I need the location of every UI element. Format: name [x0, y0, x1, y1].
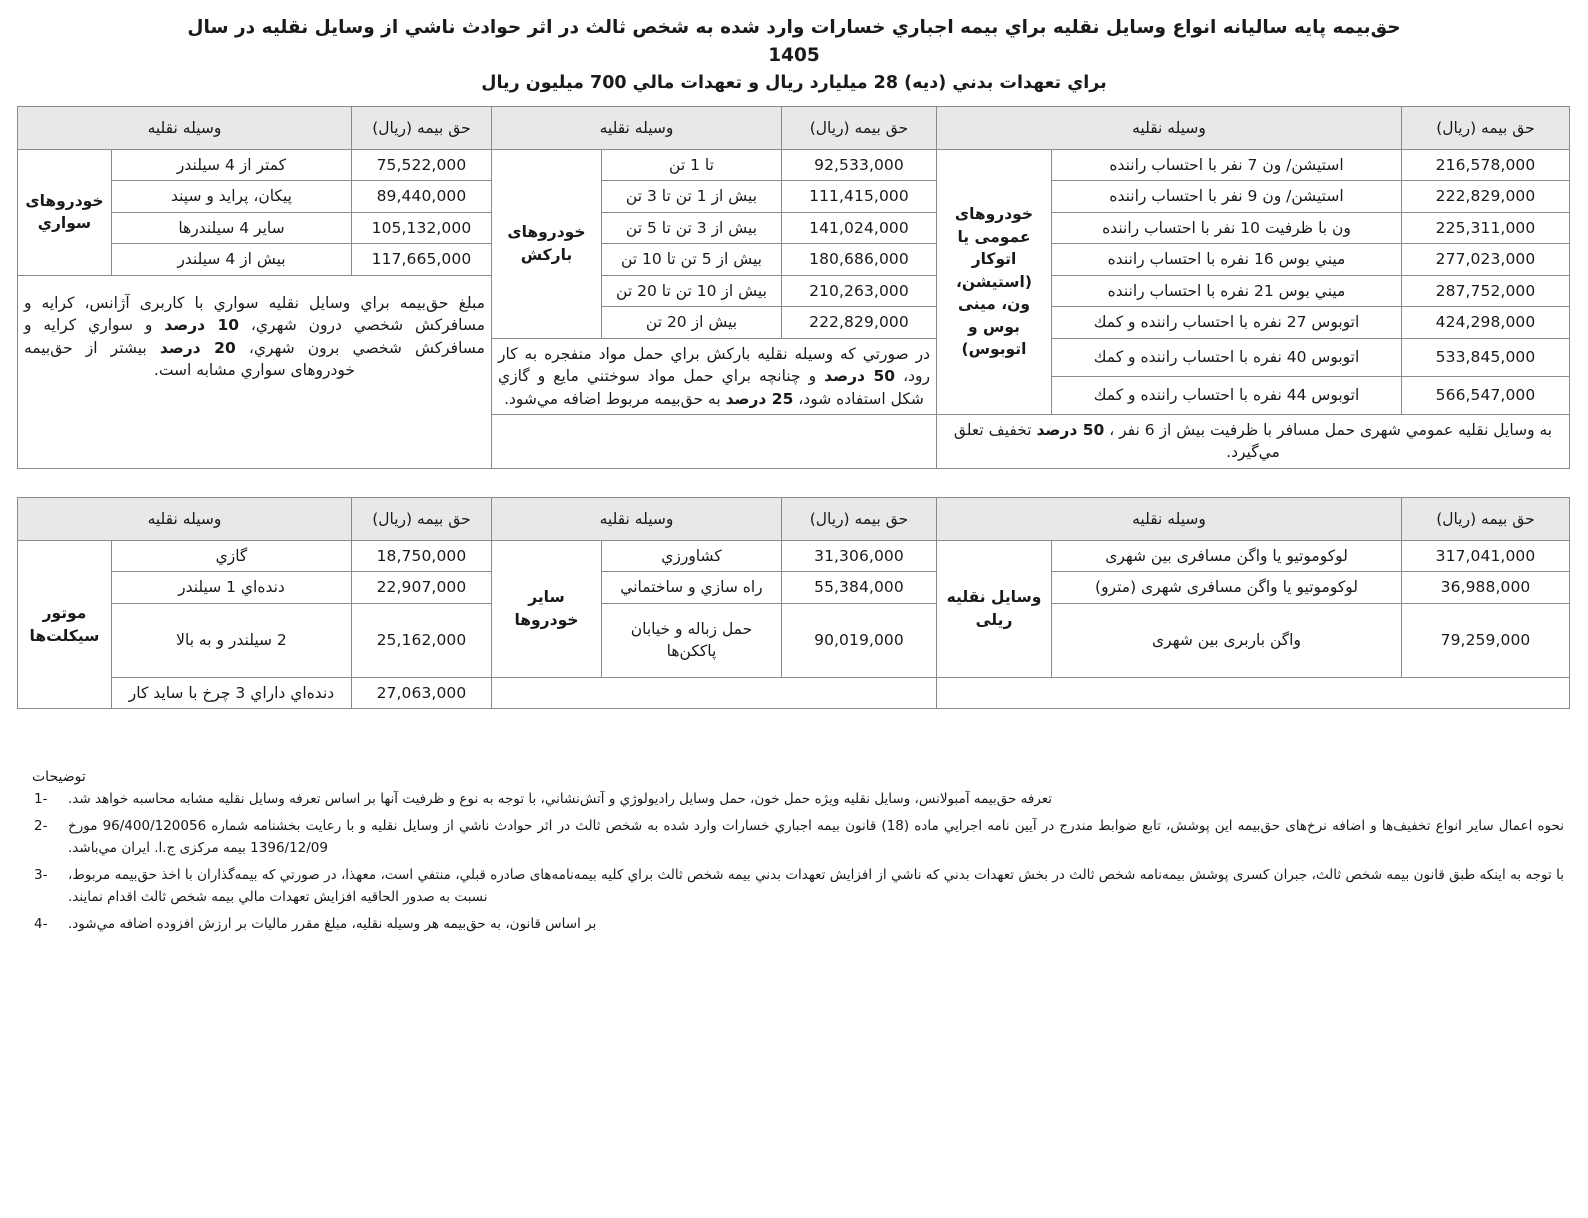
footnote-item [24, 789, 1564, 811]
premium-cell: 317,041,000 [1402, 540, 1570, 571]
tariff-table-1 [17, 106, 1570, 469]
premium-cell: 210,263,000 [781, 275, 936, 306]
header-premium-motorcycle: حق بيمه (ريال) [351, 497, 491, 540]
footnote-item [24, 914, 1564, 936]
footnote-text: بر اساس قانون، به حق‌بیمه هر وسيله نقليه، مبلغ مقرر ماليات بر ارزش افزوده اضافه مي‌شود. [68, 915, 597, 932]
premium-cell: 90,019,000 [781, 603, 936, 677]
group-label-freight: خودروهای باركش [491, 149, 601, 338]
table-header-row [17, 497, 1569, 540]
vehicle-cell: تا 1 تن [601, 149, 781, 180]
footnotes-section [0, 709, 1588, 935]
premium-cell: 277,023,000 [1402, 244, 1570, 275]
table-header-row [17, 106, 1569, 149]
premium-cell: 79,259,000 [1402, 603, 1570, 677]
note-passenger-usage: مبلغ حق‌بیمه براي وسايل نقليه سواري با کاربری آژانس، کرايه و مسافرکش شخصي درون شهري، 10 درصد و سواري کرايه و مسافرکش شخصي برون شهري، 20 درصد بيشتر از حق‌بیمه خودروهای سواري مشابه است. [17, 275, 491, 468]
header-premium-freight: حق بيمه (ريال) [781, 106, 936, 149]
footnotes-heading: توضيحات [32, 769, 86, 786]
table-row [17, 275, 1569, 306]
vehicle-cell: لوکوموتيو يا واگن مسافری بين شهری [1052, 540, 1402, 571]
premium-cell: 25,162,000 [351, 603, 491, 677]
table-row [17, 677, 1569, 708]
table-row [17, 603, 1569, 677]
footnote-number: 2- [34, 818, 48, 835]
vehicle-cell: پيکان، پرايد و سپند [111, 181, 351, 212]
group-label-passenger: خودروهای سواري [17, 149, 111, 275]
page-title [0, 0, 1588, 106]
vehicle-cell: بيش از 3 تن تا 5 تن [601, 212, 781, 243]
premium-cell: 22,907,000 [351, 572, 491, 603]
group-label-others: ساير خودروها [491, 540, 601, 677]
vehicle-cell: بيش از 5 تن تا 10 تن [601, 244, 781, 275]
vehicle-cell: اتوبوس 40 نفره با احتساب راننده و كمك [1052, 338, 1402, 376]
vehicle-cell: واگن باربری بين شهری [1052, 603, 1402, 677]
vehicle-cell: بيش از 1 تن تا 3 تن [601, 181, 781, 212]
footnote-text: با توجه به اينکه طبق قانون بيمه شخص ثالث، جبران کسری پوشش بيمه‌نامه شخص ثالث در بخش تعهدات بدني که ناشي از افزايش تعهدات بدني بيمه شخص ثالث براي کليه بيمه‌نامه‌های صادره قبلي، منتفي است، معهذا، در صورتي که بيمه‌گذاران با اخذ حق‌بیمه مربوط، نسبت به صدور الحاقيه افزايش تعهدات مالي بيمه شخص ثالث اقدام نمايند. [68, 866, 1564, 905]
premium-cell: 117,665,000 [351, 244, 491, 275]
vehicle-cell: بيش از 10 تن تا 20 تن [601, 275, 781, 306]
spacer-cell-rail [936, 677, 1569, 708]
tariff-table-2-wrapper [18, 497, 1570, 709]
premium-cell: 222,829,000 [781, 307, 936, 338]
vehicle-cell: ميني بوس 21 نفره با احتساب راننده [1052, 275, 1402, 306]
vehicle-cell: كشاورزي [601, 540, 781, 571]
premium-cell: 75,522,000 [351, 149, 491, 180]
tariff-table-1-wrapper [18, 106, 1570, 469]
vehicle-cell: دنده‌اي 1 سيلندر [111, 572, 351, 603]
footnote-number: 1- [34, 791, 48, 808]
header-premium-rail: حق بيمه (ريال) [1402, 497, 1570, 540]
premium-cell: 105,132,000 [351, 212, 491, 243]
vehicle-cell: ساير 4 سيلندرها [111, 212, 351, 243]
premium-cell: 89,440,000 [351, 181, 491, 212]
vehicle-cell: کمتر از 4 سيلندر [111, 149, 351, 180]
premium-cell: 225,311,000 [1402, 212, 1570, 243]
header-vehicle-rail: وسيله نقليه [936, 497, 1401, 540]
group-label-public: خودروهای عمومی يا اتوکار (استيشن، ون، مینی بوس و اتوبوس) [936, 149, 1051, 414]
page-title-line-2: براي تعهدات بدني (ديه) 28 ميليارد ريال و تعهدات مالي 700 ميليون ريال [481, 72, 1107, 93]
header-premium-others: حق بيمه (ريال) [781, 497, 936, 540]
premium-cell: 287,752,000 [1402, 275, 1570, 306]
table-gap [0, 469, 1588, 497]
header-vehicle-others: وسيله نقليه [491, 497, 781, 540]
table-row [17, 181, 1569, 212]
footnote-text: نحوه اعمال ساير انواع تخفيف‌ها و اضافه نرخ‌های حق‌بیمه اين پوشش، تابع ضوابط مندرج در آيين نامه اجرايي ماده (18) قانون بيمه اجباري خسارات وارد شده به شخص ثالث در اثر حوادث ناشي از وسايل نقليه و با رعايت بخشنامه شماره 96/400/120056 مورخ 1396/12/09 بيمه مرکزی ج.ا. ايران مي‌باشد. [68, 818, 1564, 857]
vehicle-cell: راه سازي و ساختماني [601, 572, 781, 603]
note-freight-hazardous: در صورتي که وسيله نقليه باركش براي حمل مواد منفجره به كار رود، 50 درصد و چنانچه براي حمل مواد سوختني مايع و گازي شکل استفاده شود، 25 درصد به حق‌بیمه مربوط اضافه مي‌شود. [491, 338, 936, 414]
premium-cell: 18,750,000 [351, 540, 491, 571]
table-row [17, 572, 1569, 603]
premium-cell: 222,829,000 [1402, 181, 1570, 212]
header-vehicle-passenger: وسيله نقليه [17, 106, 351, 149]
premium-cell: 424,298,000 [1402, 307, 1570, 338]
vehicle-cell: استيشن/ ون 7 نفر با احتساب راننده [1052, 149, 1402, 180]
premium-cell: 141,024,000 [781, 212, 936, 243]
footnote-number: 4- [34, 915, 48, 932]
vehicle-cell: استيشن/ ون 9 نفر با احتساب راننده [1052, 181, 1402, 212]
tariff-table-2 [17, 497, 1570, 709]
vehicle-cell: گازي [111, 540, 351, 571]
spacer-cell-freight [491, 414, 936, 468]
header-premium-passenger: حق بيمه (ريال) [351, 106, 491, 149]
header-premium-public: حق بيمه (ريال) [1402, 106, 1570, 149]
vehicle-cell: اتوبوس 27 نفره با احتساب راننده و كمك [1052, 307, 1402, 338]
vehicle-cell: ميني بوس 16 نفره با احتساب راننده [1052, 244, 1402, 275]
premium-cell: 92,533,000 [781, 149, 936, 180]
vehicle-cell: بيش از 4 سيلندر [111, 244, 351, 275]
premium-cell: 36,988,000 [1402, 572, 1570, 603]
group-label-rail: وسايل نقليه ريلی [936, 540, 1051, 677]
premium-cell: 111,415,000 [781, 181, 936, 212]
table-row [17, 212, 1569, 243]
premium-cell: 55,384,000 [781, 572, 936, 603]
premium-cell: 566,547,000 [1402, 376, 1570, 414]
header-vehicle-freight: وسيله نقليه [491, 106, 781, 149]
vehicle-cell: بيش از 20 تن [601, 307, 781, 338]
footnote-text: تعرفه حق‌بیمه آمبولانس، وسايل نقليه ويژه حمل خون، حمل وسايل راديولوژي و آتش‌نشاني، با توجه به نوع و ظرفيت آنها بر اساس تعرفه وسايل نقليه مشابه محاسبه خواهد شد. [68, 791, 1053, 808]
vehicle-cell: ون با ظرفيت 10 نفر با احتساب راننده [1052, 212, 1402, 243]
premium-cell: 31,306,000 [781, 540, 936, 571]
vehicle-cell: لوکوموتيو يا واگن مسافری شهری (مترو) [1052, 572, 1402, 603]
premium-cell: 180,686,000 [781, 244, 936, 275]
group-label-motorcycles: موتور سيکلت‌ها [17, 540, 111, 708]
premium-cell: 216,578,000 [1402, 149, 1570, 180]
premium-cell: 533,845,000 [1402, 338, 1570, 376]
header-vehicle-public: وسيله نقليه [936, 106, 1401, 149]
header-vehicle-motorcycle: وسيله نقليه [17, 497, 351, 540]
footnote-item [24, 865, 1564, 909]
vehicle-cell: دنده‌اي داراي 3 چرخ با سايد كار [111, 677, 351, 708]
footnote-number: 3- [34, 866, 48, 883]
table-row [17, 244, 1569, 275]
vehicle-cell: 2 سيلندر و به بالا [111, 603, 351, 677]
page-title-line-1: حق‌بیمه پایه ساليانه انواع وسايل نقليه براي بيمه اجباري خسارات وارد شده به شخص ثالث در اثر حوادث ناشي از وسايل نقليه در سال 1405 [187, 17, 1401, 66]
footnote-item [24, 816, 1564, 860]
note-public-discount: به وسايل نقليه عمومي شهری حمل مسافر با ظرفيت بيش از 6 نفر ، 50 درصد تخفيف تعلق مي‌گيرد. [936, 414, 1569, 468]
vehicle-cell: حمل زباله و خيابان پاككن‌ها [601, 603, 781, 677]
vehicle-cell: اتوبوس 44 نفره با احتساب راننده و كمك [1052, 376, 1402, 414]
spacer-cell-others [491, 677, 936, 708]
table-row [17, 540, 1569, 571]
premium-cell: 27,063,000 [351, 677, 491, 708]
table-row [17, 149, 1569, 180]
